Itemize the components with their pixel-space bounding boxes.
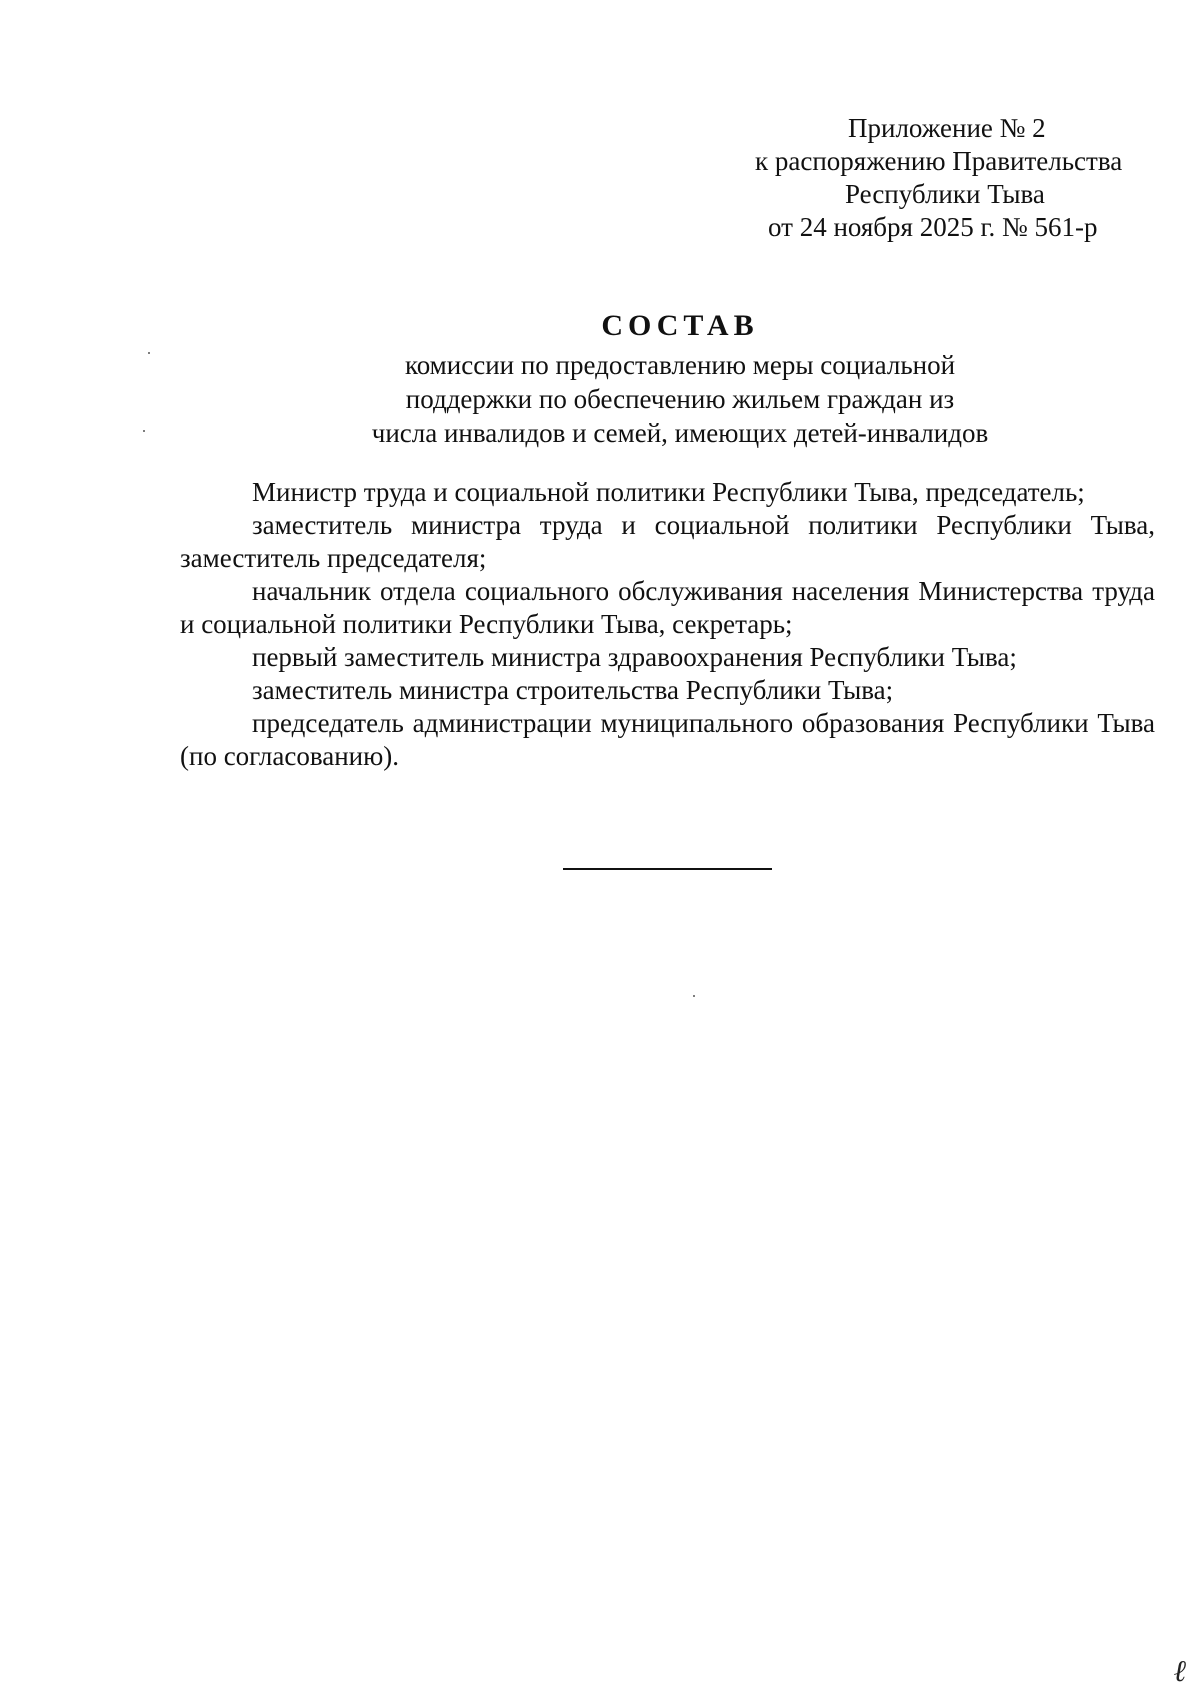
appendix-republic: Республики Тыва bbox=[845, 179, 1045, 209]
scan-speck bbox=[143, 430, 145, 432]
subtitle-line: числа инвалидов и семей, имеющих детей-инвалидов bbox=[371, 418, 989, 448]
member-health-deputy: первый заместитель министра здравоохранения Республики Тыва; bbox=[252, 642, 1017, 672]
commission-members-list bbox=[180, 476, 1155, 773]
appendix-header bbox=[700, 112, 1200, 244]
member-secretary: начальник отдела социального обслуживания населения Министерства труда и социальной политики Республики Тыва, секретарь; bbox=[180, 576, 1155, 639]
corner-handwritten-mark: ℓ bbox=[1173, 1655, 1186, 1688]
member-construction-deputy: заместитель министра строительства Республики Тыва; bbox=[252, 675, 894, 705]
closing-divider bbox=[563, 868, 772, 870]
subtitle-line: комиссии по предоставлению меры социальной bbox=[404, 350, 956, 380]
scan-speck bbox=[148, 352, 150, 354]
document-heading bbox=[180, 308, 1180, 450]
member-deputy-chairman: заместитель министра труда и социальной политики Республики Тыва, заместитель председателя; bbox=[180, 510, 1155, 573]
appendix-number: Приложение № 2 bbox=[848, 113, 1046, 143]
subtitle-line: поддержки по обеспечению жильем граждан из bbox=[405, 384, 955, 414]
appendix-date-number: от 24 ноября 2025 г. № 561-р bbox=[768, 212, 1098, 242]
scan-speck bbox=[693, 995, 695, 997]
document-title: СОСТАВ bbox=[601, 309, 759, 342]
member-chairman: Министр труда и социальной политики Республики Тыва, председатель; bbox=[252, 477, 1085, 507]
appendix-reference: к распоряжению Правительства bbox=[755, 146, 1123, 176]
member-municipal-head: председатель администрации муниципального образования Республики Тыва (по согласованию). bbox=[180, 708, 1155, 771]
